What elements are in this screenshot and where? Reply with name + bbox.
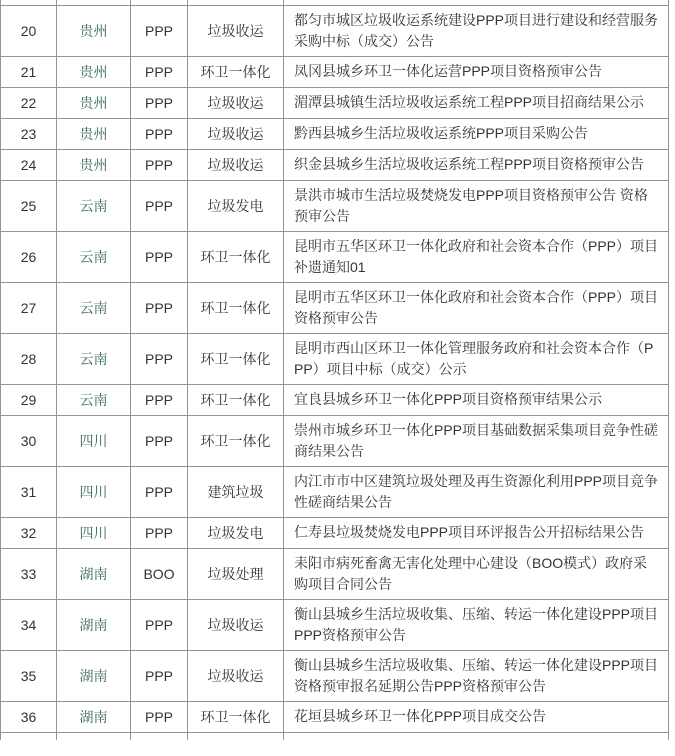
row-number-cell: 34 — [1, 599, 57, 650]
empty-cell — [131, 732, 188, 740]
category-cell: 环卫一体化 — [188, 384, 284, 415]
province-cell: 贵州 — [57, 149, 131, 180]
title-cell: 衡山县城乡生活垃圾收集、压缩、转运一体化建设PPP项目PPP资格预审公告 — [284, 599, 669, 650]
category-cell: 垃圾收运 — [188, 149, 284, 180]
title-cell: 花垣县城乡环卫一体化PPP项目成交公告 — [284, 701, 669, 732]
title-cell: 湄潭县城镇生活垃圾收运系统工程PPP项目招商结果公示 — [284, 87, 669, 118]
row-number-cell: 35 — [1, 650, 57, 701]
title-cell: 内江市市中区建筑垃圾处理及再生资源化利用PPP项目竞争性磋商结果公告 — [284, 466, 669, 517]
row-number-cell: 31 — [1, 466, 57, 517]
table-body — [1, 5, 669, 732]
category-cell: 垃圾收运 — [188, 87, 284, 118]
row-number-cell: 32 — [1, 517, 57, 548]
table-row — [1, 548, 669, 599]
category-cell: 垃圾收运 — [188, 5, 284, 56]
row-number-cell: 36 — [1, 701, 57, 732]
row-number-cell: 30 — [1, 415, 57, 466]
province-cell: 湖南 — [57, 599, 131, 650]
table-row — [1, 517, 669, 548]
model-cell: PPP — [131, 180, 188, 231]
category-cell: 环卫一体化 — [188, 333, 284, 384]
title-cell: 昆明市西山区环卫一体化管理服务政府和社会资本合作（PPP）项目中标（成交）公示 — [284, 333, 669, 384]
category-cell: 建筑垃圾 — [188, 466, 284, 517]
province-cell: 贵州 — [57, 5, 131, 56]
model-cell: PPP — [131, 56, 188, 87]
title-cell: 都匀市城区垃圾收运系统建设PPP项目进行建设和经营服务采购中标（成交）公告 — [284, 5, 669, 56]
category-cell: 垃圾收运 — [188, 118, 284, 149]
model-cell: PPP — [131, 87, 188, 118]
empty-cell — [188, 732, 284, 740]
category-cell: 垃圾处理 — [188, 548, 284, 599]
category-cell: 环卫一体化 — [188, 415, 284, 466]
category-cell: 垃圾发电 — [188, 180, 284, 231]
row-number-cell: 28 — [1, 333, 57, 384]
model-cell: PPP — [131, 118, 188, 149]
table-row — [1, 415, 669, 466]
row-number-cell: 23 — [1, 118, 57, 149]
category-cell: 垃圾发电 — [188, 517, 284, 548]
title-cell: 崇州市城乡环卫一体化PPP项目基础数据采集项目竞争性磋商结果公告 — [284, 415, 669, 466]
model-cell: PPP — [131, 333, 188, 384]
model-cell: PPP — [131, 599, 188, 650]
empty-cell — [284, 732, 669, 740]
row-number-cell: 26 — [1, 231, 57, 282]
table-row — [1, 333, 669, 384]
province-cell: 四川 — [57, 517, 131, 548]
table-row — [1, 149, 669, 180]
province-cell: 四川 — [57, 415, 131, 466]
row-number-cell: 22 — [1, 87, 57, 118]
table-row — [1, 56, 669, 87]
table-row — [1, 466, 669, 517]
category-cell: 环卫一体化 — [188, 56, 284, 87]
title-cell: 昆明市五华区环卫一体化政府和社会资本合作（PPP）项目资格预审公告 — [284, 282, 669, 333]
category-cell: 环卫一体化 — [188, 282, 284, 333]
model-cell: PPP — [131, 415, 188, 466]
table-row — [1, 180, 669, 231]
province-cell: 云南 — [57, 333, 131, 384]
model-cell: BOO — [131, 548, 188, 599]
province-cell: 湖南 — [57, 701, 131, 732]
category-cell: 垃圾收运 — [188, 650, 284, 701]
model-cell: PPP — [131, 149, 188, 180]
table-row — [1, 282, 669, 333]
province-cell: 湖南 — [57, 548, 131, 599]
table-row — [1, 231, 669, 282]
title-cell: 凤冈县城乡环卫一体化运营PPP项目资格预审公告 — [284, 56, 669, 87]
model-cell: PPP — [131, 650, 188, 701]
title-cell: 黔西县城乡生活垃圾收运系统PPP项目采购公告 — [284, 118, 669, 149]
row-number-cell: 21 — [1, 56, 57, 87]
province-cell: 贵州 — [57, 56, 131, 87]
model-cell: PPP — [131, 282, 188, 333]
title-cell: 衡山县城乡生活垃圾收集、压缩、转运一体化建设PPP项目资格预审报名延期公告PPP资格预审公告 — [284, 650, 669, 701]
model-cell: PPP — [131, 231, 188, 282]
model-cell: PPP — [131, 384, 188, 415]
table-row — [1, 599, 669, 650]
table-row — [1, 701, 669, 732]
title-cell: 仁寿县垃圾焚烧发电PPP项目环评报告公开招标结果公告 — [284, 517, 669, 548]
province-cell: 云南 — [57, 384, 131, 415]
row-number-cell: 20 — [1, 5, 57, 56]
category-cell: 垃圾收运 — [188, 599, 284, 650]
row-number-cell: 27 — [1, 282, 57, 333]
title-cell: 昆明市五华区环卫一体化政府和社会资本合作（PPP）项目补遗通知01 — [284, 231, 669, 282]
model-cell: PPP — [131, 517, 188, 548]
model-cell: PPP — [131, 5, 188, 56]
province-cell: 贵州 — [57, 118, 131, 149]
title-cell: 景洪市城市生活垃圾焚烧发电PPP项目资格预审公告 资格预审公告 — [284, 180, 669, 231]
title-cell: 织金县城乡生活垃圾收运系统工程PPP项目资格预审公告 — [284, 149, 669, 180]
category-cell: 环卫一体化 — [188, 231, 284, 282]
title-cell: 耒阳市病死畜禽无害化处理中心建设（BOO模式）政府采购项目合同公告 — [284, 548, 669, 599]
province-cell: 贵州 — [57, 87, 131, 118]
province-cell: 云南 — [57, 180, 131, 231]
table-row — [1, 384, 669, 415]
empty-cell — [1, 732, 57, 740]
province-cell: 云南 — [57, 231, 131, 282]
category-cell: 环卫一体化 — [188, 701, 284, 732]
table-row — [1, 87, 669, 118]
row-number-cell: 29 — [1, 384, 57, 415]
row-number-cell: 24 — [1, 149, 57, 180]
province-cell: 四川 — [57, 466, 131, 517]
province-cell: 云南 — [57, 282, 131, 333]
model-cell: PPP — [131, 701, 188, 732]
table-row — [1, 650, 669, 701]
empty-cell — [57, 732, 131, 740]
row-number-cell: 33 — [1, 548, 57, 599]
province-cell: 湖南 — [57, 650, 131, 701]
row-number-cell: 25 — [1, 180, 57, 231]
model-cell: PPP — [131, 466, 188, 517]
partial-row-bottom — [1, 732, 669, 740]
table-row — [1, 5, 669, 56]
title-cell: 宜良县城乡环卫一体化PPP项目资格预审结果公示 — [284, 384, 669, 415]
table-row — [1, 118, 669, 149]
